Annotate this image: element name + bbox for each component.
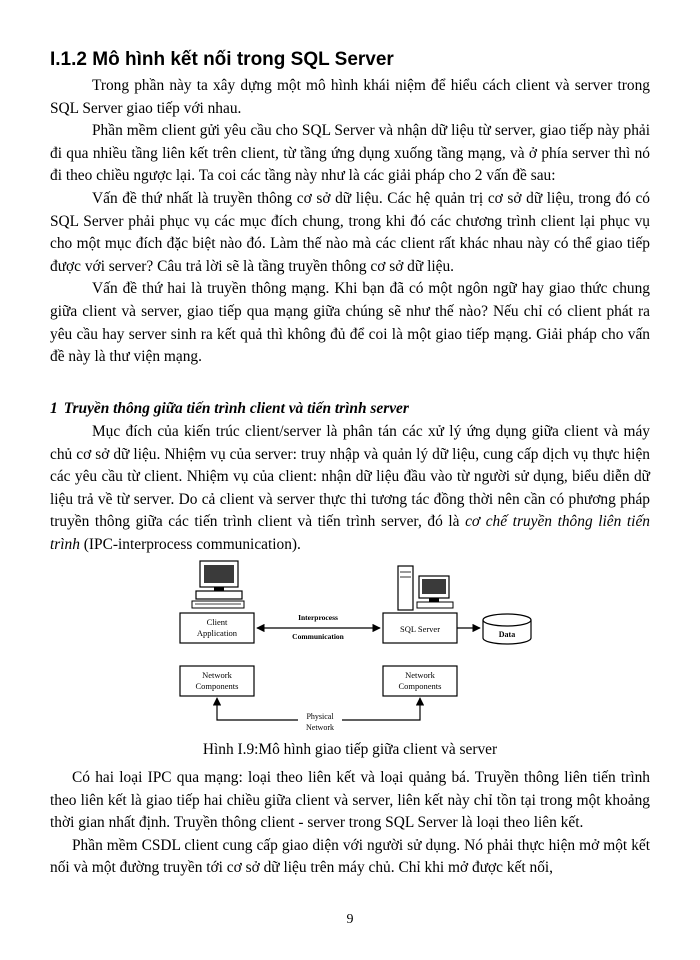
page-number: 9 bbox=[346, 912, 354, 927]
paragraph-intro: Trong phần này ta xây dựng một mô hình khái niệm để hiểu cách client và server trong SQL Server giao tiếp với nhau. bbox=[50, 77, 650, 117]
network-left-label-line1: Network bbox=[202, 670, 232, 680]
figure-caption: Hình I.9:Mô hình giao tiếp giữa client và server bbox=[202, 741, 498, 758]
client-server-diagram bbox=[170, 558, 550, 738]
subsection-number: 1 bbox=[50, 400, 58, 417]
ipc-label-bottom: Communication bbox=[292, 632, 344, 641]
paragraph-client-software: Phần mềm CSDL client cung cấp giao diện với người sử dụng. Nó phải thực hiện mở một kết nối và một đường truyền tới cơ sở dữ liệu trên máy chủ. Chỉ khi mở được kết nối, bbox=[50, 836, 650, 877]
paragraph-network-communication: Vấn đề thứ hai là truyền thông mạng. Khi bạn đã có một ngôn ngữ hay giao thức chung giữa client và server, giao tiếp qua mạng giữa chúng sẽ như thế nào? Nếu chỉ có client phát ra yêu cầu hay server sinh ra kết quả thì không đủ để coi là một giao tiếp mạng. Giải pháp cho vấn đề này là thư viện mạng. bbox=[50, 280, 650, 366]
section-heading: I.1.2 Mô hình kết nối trong SQL Server bbox=[50, 49, 394, 70]
network-right-label-line1: Network bbox=[405, 670, 435, 680]
paragraph-layers: Phần mềm client gửi yêu cầu cho SQL Server và nhận dữ liệu từ server, giao tiếp này phải đi qua nhiều tầng liên kết trên client, từ tầng ứng dụng xuống tầng mạng, và ở phía server thì nó đi theo chiều ngược lại. Ta coi các tầng này như là các giải pháp cho 2 vấn đề sau: bbox=[50, 122, 650, 185]
ipc-text-italic: cơ chế truyền thông liên tiến trình bbox=[50, 513, 650, 553]
client-application-label-line2: Application bbox=[196, 628, 238, 638]
ipc-text-main: Mục đích của kiến trúc client/server là phân tán các xử lý ứng dụng giữa client và máy chủ cơ sở dữ liệu. Nhiệm vụ của server: truy nhập và quản lý dữ liệu, cung cấp dịch vụ thực hiện các yêu cầu từ client. Nhiệm vụ của client: nhận dữ liệu đầu vào từ người sử dụng, biểu diễn dữ liệu trả về từ server. Do cả client và server thực thi tương tác đồng thời nên cần có phương pháp truyền thông giữa các tiến trình client và tiến trình server, đó là bbox=[50, 423, 650, 531]
physical-network-label-bottom: Network bbox=[306, 723, 334, 732]
client-computer-icon bbox=[192, 561, 244, 608]
database-cylinder-icon bbox=[483, 614, 531, 644]
subsection-heading bbox=[50, 398, 650, 420]
ipc-text-tail: (IPC-interprocess communication). bbox=[79, 535, 301, 553]
sql-server-label: SQL Server bbox=[399, 624, 441, 634]
paragraph-database-communication: Vấn đề thứ nhất là truyền thông cơ sở dữ liệu. Các hệ quản trị cơ sở dữ liệu, trong đó có SQL Server phải phục vụ các mục đích chung, trong khi đó các chương trình client lại phục vụ cho một mục đích đặc biệt nào đó. Làm thế nào mà các client rất khác nhau này có thể giao tiếp được với server? Câu trả lời sẽ là tầng truyền thông cơ sở dữ liệu. bbox=[50, 189, 650, 275]
after-figure-text bbox=[50, 767, 650, 880]
ipc-text bbox=[50, 421, 650, 557]
paragraph-ipc bbox=[50, 421, 650, 557]
subsection-title: Truyền thông giữa tiến trình client và tiến trình server bbox=[63, 400, 409, 417]
server-computer-icon bbox=[398, 566, 453, 610]
client-application-label-line1: Client bbox=[206, 617, 228, 627]
physical-network-label-top: Physical bbox=[306, 712, 334, 721]
intro-text bbox=[50, 75, 650, 369]
paragraph-ipc-types: Có hai loại IPC qua mạng: loại theo liên kết và loại quảng bá. Truyền thông liên tiến trình theo liên kết là giao tiếp hai chiều giữa client và server, liên kết này chỉ tồn tại trong một khoảng thời gian nhất định. Truyền thông client - server trong SQL Server là loại theo liên kết. bbox=[50, 769, 650, 832]
network-right-label-line2: Components bbox=[398, 681, 442, 691]
network-left-label-line2: Components bbox=[195, 681, 239, 691]
ipc-label-top: Interprocess bbox=[298, 613, 338, 622]
data-label: Data bbox=[498, 630, 516, 639]
